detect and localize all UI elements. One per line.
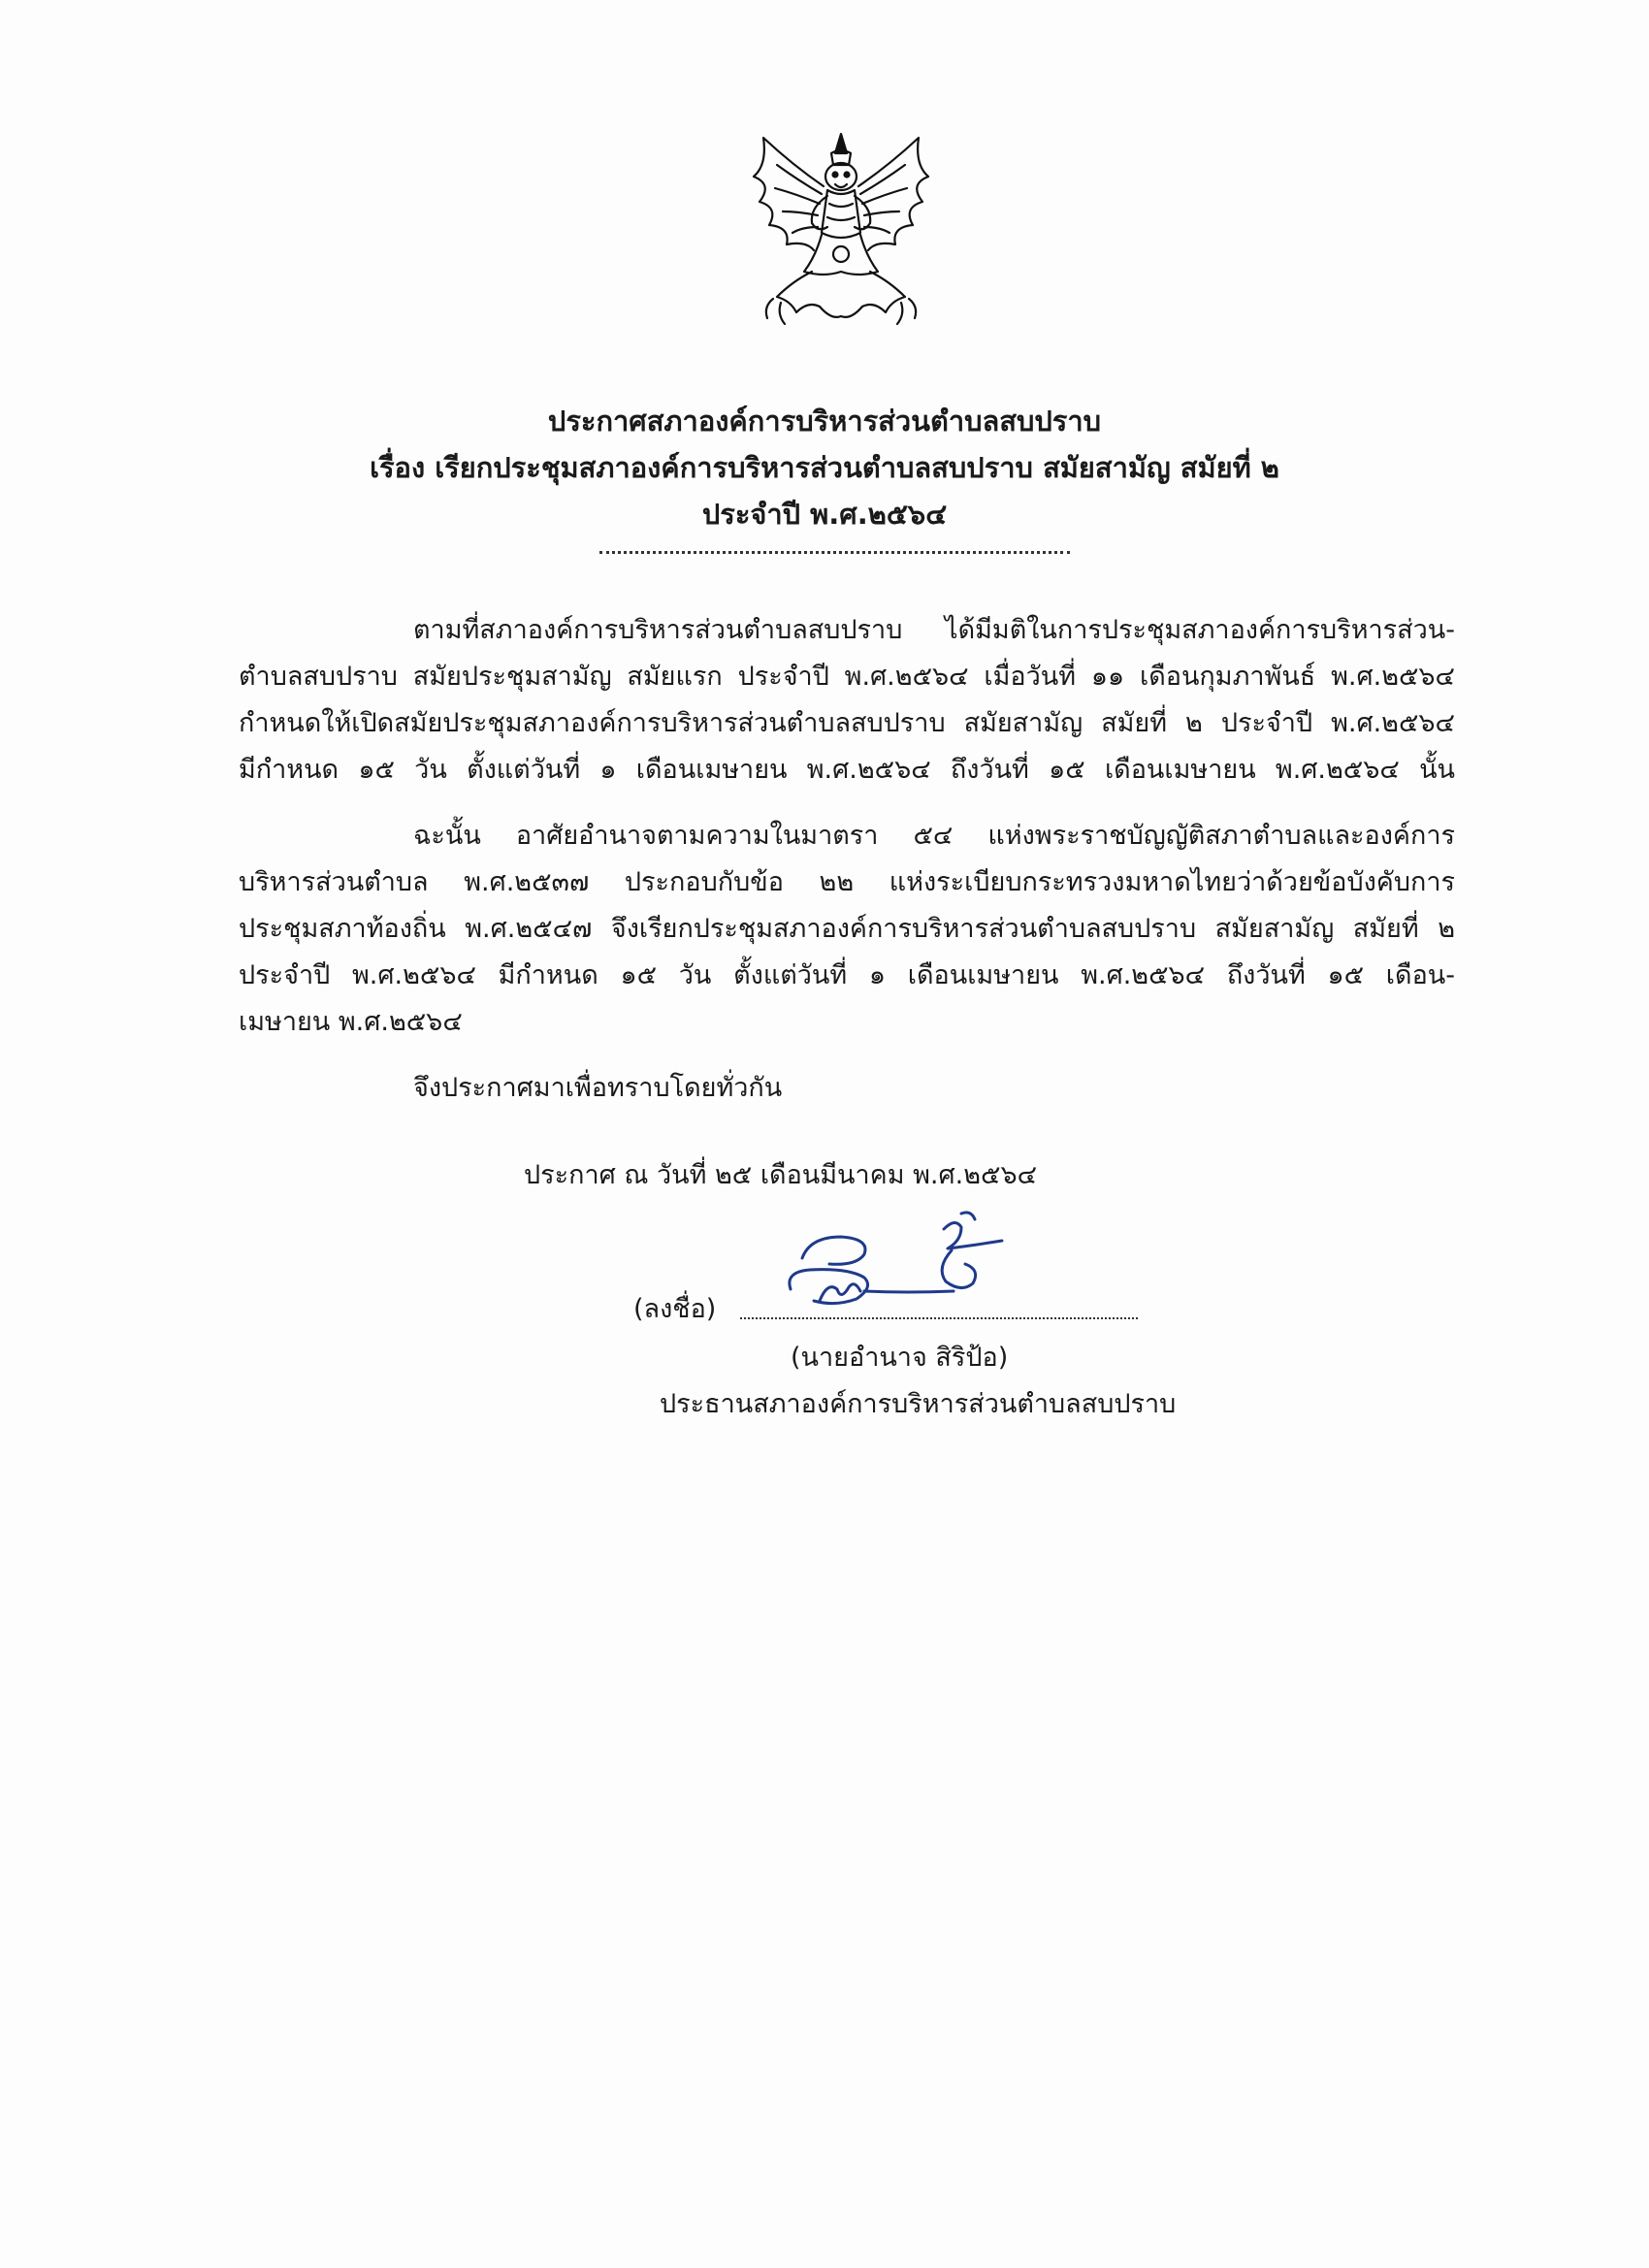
paragraph-2-line-2: บริหารส่วนตำบล พ.ศ.๒๕๓๗ ประกอบกับข้อ ๒๒ แห่งระเบียบกระทรวงมหาดไทยว่าด้วยข้อบังคับการ: [239, 867, 1455, 897]
paragraph-1-line-2: ตำบลสบปราบ สมัยประชุมสามัญ สมัยแรก ประจำปี พ.ศ.๒๕๖๔ เมื่อวันที่ ๑๑ เดือนกุมภาพันธ์ พ.ศ.๒๕๖๔: [239, 662, 1455, 692]
paragraph-1-line-1: ตามที่สภาองค์การบริหารส่วนตำบลสบปราบ ได้มีมติในการประชุมสภาองค์การบริหารส่วน-: [413, 615, 1455, 645]
signature-label: (ลงชื่อ): [633, 1294, 717, 1324]
paragraph-2-line-3: ประชุมสภาท้องถิ่น พ.ศ.๒๕๔๗ จึงเรียกประชุมสภาองค์การบริหารส่วนตำบลสบปราบ สมัยสามัญ สมัยที่ ๒: [239, 914, 1455, 944]
signatory-position: ประธานสภาองค์การบริหารส่วนตำบลสบปราบ: [660, 1389, 1177, 1419]
paragraph-2-line-1: ฉะนั้น อาศัยอำนาจตามความในมาตรา ๕๔ แห่งพระราชบัญญัติสภาตำบลและองค์การ: [413, 821, 1455, 851]
paragraph-1-line-4: มีกำหนด ๑๕ วัน ตั้งแต่วันที่ ๑ เดือนเมษายน พ.ศ.๒๕๖๔ ถึงวันที่ ๑๕ เดือนเมษายน พ.ศ.๒๕๖๔ นั้น: [239, 755, 1455, 785]
paragraph-2-line-4: ประจำปี พ.ศ.๒๕๖๔ มีกำหนด ๑๕ วัน ตั้งแต่วันที่ ๑ เดือนเมษายน พ.ศ.๒๕๖๔ ถึงวันที่ ๑๕ เดือน-: [239, 960, 1455, 990]
signatory-name: (นายอำนาจ สิริป้อ): [791, 1343, 1009, 1373]
paragraph-2-line-5: เมษายน พ.ศ.๒๕๖๔: [239, 1007, 463, 1037]
garuda-emblem-icon: [734, 126, 948, 335]
announcement-title: ประกาศสภาองค์การบริหารส่วนตำบลสบปราบ: [547, 405, 1102, 437]
header-dotted-divider: [599, 551, 1070, 554]
paragraph-1-line-3: กำหนดให้เปิดสมัยประชุมสภาองค์การบริหารส่วนตำบลสบปราบ สมัยสามัญ สมัยที่ ๒ ประจำปี พ.ศ.๒๕๖๔: [239, 708, 1455, 738]
announcement-date: ประกาศ ณ วันที่ ๒๕ เดือนมีนาคม พ.ศ.๒๕๖๔: [524, 1160, 1038, 1190]
announcement-subject: เรื่อง เรียกประชุมสภาองค์การบริหารส่วนตำบลสบปราบ สมัยสามัญ สมัยที่ ๒: [370, 451, 1279, 484]
handwritten-signature: [781, 1208, 1062, 1314]
closing-statement: จึงประกาศมาเพื่อทราบโดยทั่วกัน: [413, 1073, 783, 1103]
announcement-year: ประจำปี พ.ศ.๒๕๖๔: [701, 498, 948, 531]
signature-dotted-line: [740, 1317, 1138, 1319]
